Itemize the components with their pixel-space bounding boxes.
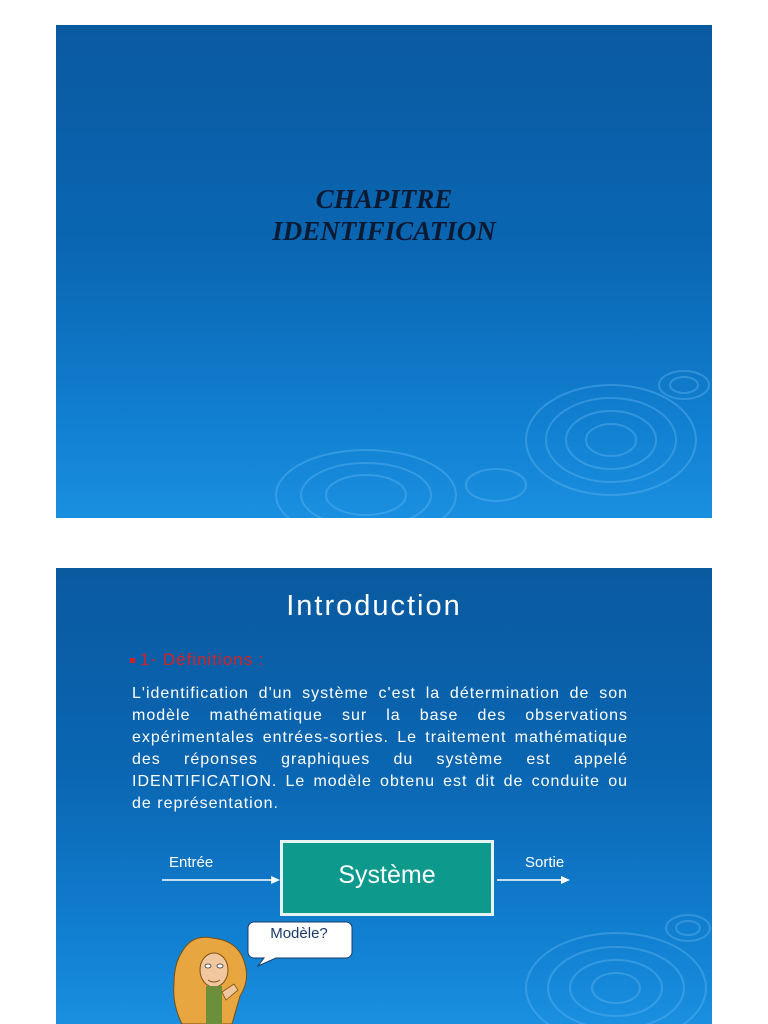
arrow-icon xyxy=(497,876,570,884)
title-line-1: CHAPITRE xyxy=(315,184,453,214)
slide-title-text xyxy=(56,183,712,247)
input-label: Entrée xyxy=(169,854,214,871)
title-line-2: IDENTIFICATION xyxy=(272,216,496,246)
slide-heading: Introduction xyxy=(286,590,462,622)
bubble-text: Modèle? xyxy=(270,925,328,942)
output-label: Sortie xyxy=(525,854,565,871)
definition-paragraph: L'identification d'un système c'est la détermination de son modèle mathématique sur la base des observations expérimentales entrées-sorties. Le traitement mathématique des réponses graphiques du système est appelé IDENTIFICATION. Le modèle obtenu est dit de conduite ou de représentation. xyxy=(132,685,628,812)
slide-title xyxy=(56,25,712,518)
section-heading-text: 1- Définitions : xyxy=(140,650,265,669)
system-label: Système xyxy=(338,861,436,889)
ripple-decoration xyxy=(56,25,712,518)
thinking-man-clipart xyxy=(174,937,247,1024)
slide-introduction xyxy=(56,568,712,1024)
system-diagram xyxy=(56,568,712,1024)
arrow-icon xyxy=(162,876,280,884)
system-box xyxy=(280,840,494,916)
